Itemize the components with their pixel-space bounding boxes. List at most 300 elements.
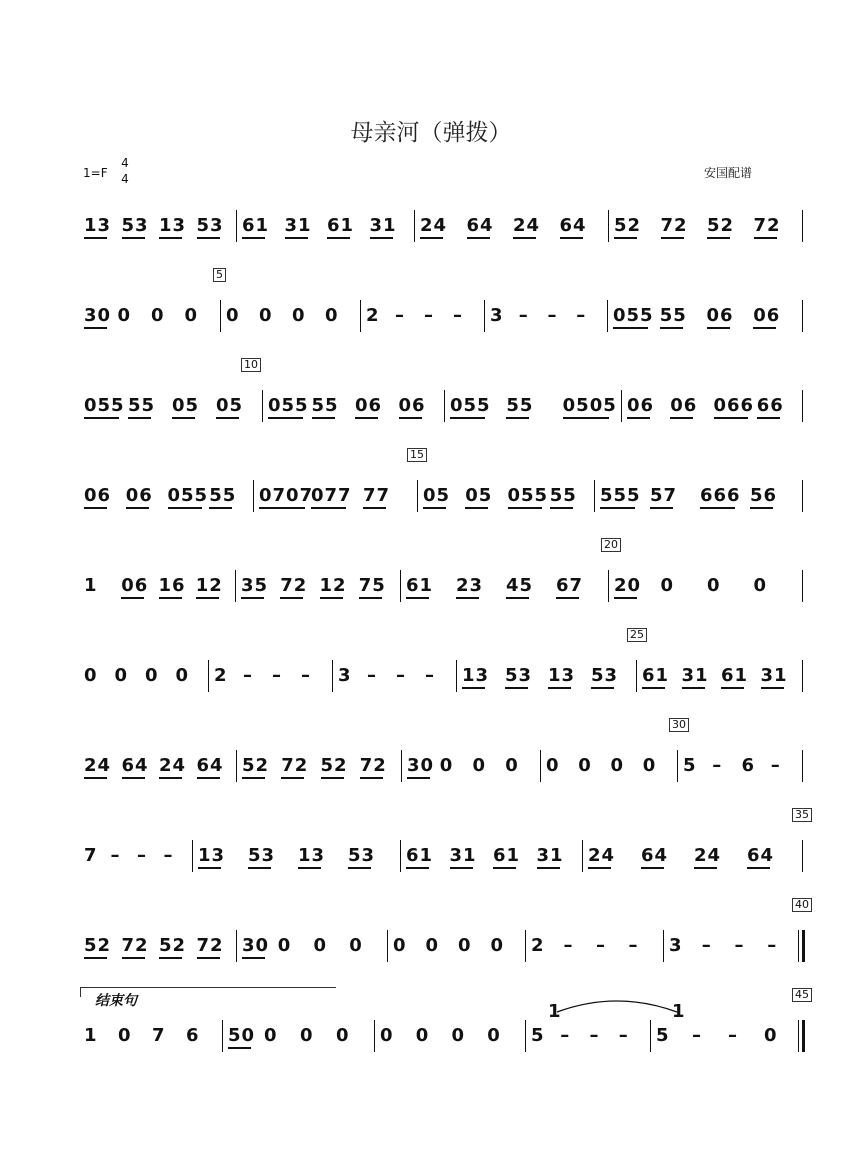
- note-group: 13: [198, 845, 226, 866]
- beam-line: [556, 597, 579, 599]
- beam-line: [197, 237, 220, 239]
- note-group: 72: [121, 935, 149, 956]
- beam-line: [122, 957, 145, 959]
- note-group: –: [692, 1025, 702, 1046]
- note-group: 0: [764, 1025, 778, 1046]
- barline: [387, 930, 388, 962]
- measure-number: 30: [669, 718, 689, 732]
- beam-line: [407, 777, 430, 779]
- note-group: –: [518, 305, 529, 326]
- measure-number: 20: [601, 538, 621, 552]
- note-group: 0: [425, 935, 440, 956]
- beam-line: [321, 777, 344, 779]
- note-group: –: [589, 1025, 600, 1046]
- note-group: 06: [84, 485, 112, 506]
- beam-line: [370, 237, 393, 239]
- note-group: 20: [614, 575, 642, 596]
- note-group: 12: [319, 575, 347, 596]
- note-group: –: [163, 845, 174, 866]
- beam-line: [242, 957, 265, 959]
- note-group: 24: [420, 215, 448, 236]
- beam-line: [259, 507, 305, 509]
- note-group: –: [137, 845, 147, 866]
- note-group: 0: [300, 1025, 314, 1046]
- note-group: –: [628, 935, 639, 956]
- note-group: 64: [466, 215, 494, 236]
- note-group: 0: [349, 935, 363, 956]
- note-group: 16: [158, 575, 186, 596]
- barline: [802, 840, 803, 872]
- beam-line: [513, 237, 536, 239]
- note-group: 0: [114, 665, 129, 686]
- note-group: 31: [284, 215, 312, 236]
- note-group: –: [701, 935, 712, 956]
- beam-line: [159, 237, 182, 239]
- beam-line: [650, 507, 673, 509]
- beam-line: [84, 417, 119, 419]
- beam-line: [406, 867, 429, 869]
- note-group: 45: [506, 575, 534, 596]
- beam-line: [753, 327, 776, 329]
- note-group: 75: [358, 575, 386, 596]
- note-group: 55: [506, 395, 534, 416]
- barline: [608, 570, 609, 602]
- note-group: 72: [281, 755, 309, 776]
- barline: [798, 930, 799, 962]
- beam-line: [548, 687, 571, 689]
- beam-line: [641, 867, 664, 869]
- score-title: 母亲河（弹拨）: [350, 120, 512, 146]
- barline: [400, 840, 401, 872]
- measure-number: 40: [792, 898, 812, 912]
- barline: [607, 300, 608, 332]
- note-group: 05: [172, 395, 200, 416]
- measure-number: 10: [241, 358, 261, 372]
- barline: [400, 570, 401, 602]
- beam-line: [757, 417, 780, 419]
- note-group: 0: [259, 305, 273, 326]
- note-group: 06: [627, 395, 655, 416]
- note-group: 52: [242, 755, 270, 776]
- beam-line: [84, 507, 107, 509]
- note-group: 0: [490, 935, 505, 956]
- beam-line: [750, 507, 773, 509]
- barline: [802, 480, 803, 512]
- beam-line: [399, 417, 422, 419]
- barline: [802, 300, 803, 332]
- chord-upper-note: 1: [548, 1001, 562, 1022]
- barline: [525, 1020, 526, 1052]
- barline: [636, 660, 637, 692]
- beam-line: [506, 597, 529, 599]
- barline: [236, 210, 237, 242]
- barline: [802, 660, 803, 692]
- note-group: 05: [216, 395, 244, 416]
- beam-line: [588, 867, 611, 869]
- measure-number: 5: [213, 268, 226, 282]
- barline: [594, 480, 595, 512]
- barline: [608, 210, 609, 242]
- note-group: 13: [84, 215, 112, 236]
- barline: [236, 930, 237, 962]
- barline: [525, 930, 526, 962]
- note-group: 50: [228, 1025, 256, 1046]
- beam-line: [298, 867, 321, 869]
- note-group: 0: [415, 1025, 430, 1046]
- note-group: 0: [546, 755, 560, 776]
- beam-line: [747, 867, 770, 869]
- note-group: –: [618, 1025, 629, 1046]
- note-group: 0: [313, 935, 328, 956]
- section-label: 结束句: [95, 993, 137, 1009]
- note-group: 56: [750, 485, 778, 506]
- beam-line: [661, 237, 684, 239]
- note-group: 06: [355, 395, 383, 416]
- beam-line: [642, 687, 665, 689]
- note-group: –: [272, 665, 282, 686]
- note-group: 0: [292, 305, 306, 326]
- beam-line: [128, 417, 151, 419]
- note-group: –: [547, 305, 558, 326]
- note-group: 3: [490, 305, 504, 326]
- note-group: 066: [713, 395, 755, 416]
- note-group: 24: [84, 755, 112, 776]
- note-group: 0: [660, 575, 675, 596]
- note-group: 0: [264, 1025, 278, 1046]
- barline: [802, 750, 803, 782]
- note-group: –: [712, 755, 723, 776]
- note-group: 077: [311, 485, 352, 506]
- note-group: –: [767, 935, 778, 956]
- note-group: 2: [531, 935, 545, 956]
- note-group: 0: [393, 935, 407, 956]
- note-group: 24: [513, 215, 541, 236]
- note-group: 055: [84, 395, 125, 416]
- barline: [414, 210, 415, 242]
- note-group: –: [728, 1025, 738, 1046]
- chord-upper-note: 1: [672, 1001, 686, 1022]
- note-group: 61: [327, 215, 355, 236]
- beam-line: [754, 237, 777, 239]
- note-group: 77: [363, 485, 391, 506]
- time-sig-top: 4: [121, 156, 129, 170]
- beam-line: [627, 417, 650, 419]
- note-group: 0: [451, 1025, 466, 1046]
- beam-line: [242, 237, 265, 239]
- note-group: 53: [505, 665, 533, 686]
- beam-line: [550, 507, 573, 509]
- barline: [802, 390, 803, 422]
- beam-line: [159, 777, 182, 779]
- note-group: 13: [298, 845, 326, 866]
- note-group: 0: [458, 935, 472, 956]
- note-group: 0: [505, 755, 519, 776]
- note-group: 0707: [259, 485, 314, 506]
- note-group: 055: [507, 485, 549, 506]
- beam-line: [242, 777, 265, 779]
- beam-line: [84, 237, 107, 239]
- note-group: 61: [493, 845, 521, 866]
- beam-line: [563, 417, 609, 419]
- barline: [802, 570, 803, 602]
- beam-line: [721, 687, 744, 689]
- barline: [621, 390, 622, 422]
- note-group: 0: [145, 665, 159, 686]
- note-group: 61: [406, 575, 434, 596]
- measure-number: 35: [792, 808, 812, 822]
- note-group: 31: [536, 845, 564, 866]
- note-group: 52: [320, 755, 348, 776]
- beam-line: [505, 687, 528, 689]
- note-group: 1: [84, 575, 98, 596]
- note-group: 61: [406, 845, 434, 866]
- note-group: 55: [128, 395, 156, 416]
- beam-line: [312, 417, 335, 419]
- note-group: 30: [407, 755, 435, 776]
- beam-line: [456, 597, 479, 599]
- note-group: 2: [214, 665, 228, 686]
- beam-line: [613, 327, 648, 329]
- key-signature: 1=F: [83, 166, 108, 180]
- beam-line: [450, 417, 485, 419]
- note-group: 0: [226, 305, 240, 326]
- note-group: 72: [359, 755, 387, 776]
- note-group: –: [396, 665, 406, 686]
- note-group: 66: [756, 395, 784, 416]
- note-group: 0: [336, 1025, 350, 1046]
- barline: [262, 390, 263, 422]
- note-group: 0: [472, 755, 487, 776]
- note-group: 24: [694, 845, 722, 866]
- beam-line: [465, 507, 488, 509]
- beam-line: [241, 597, 264, 599]
- note-group: 61: [642, 665, 670, 686]
- note-group: 7: [152, 1025, 166, 1046]
- barline: [222, 1020, 223, 1052]
- note-group: 31: [681, 665, 709, 686]
- note-group: –: [560, 1025, 571, 1046]
- beam-line: [360, 777, 383, 779]
- note-group: 53: [248, 845, 276, 866]
- note-group: 52: [84, 935, 112, 956]
- note-group: 0: [753, 575, 768, 596]
- measure-number: 15: [407, 448, 427, 462]
- note-group: 7: [84, 845, 98, 866]
- note-group: 055: [613, 305, 654, 326]
- note-group: 55: [311, 395, 339, 416]
- beam-line: [682, 687, 705, 689]
- beam-line: [285, 237, 308, 239]
- barline: [444, 390, 445, 422]
- note-group: 5: [656, 1025, 670, 1046]
- note-group: 31: [760, 665, 788, 686]
- barline: [332, 660, 333, 692]
- note-group: –: [576, 305, 587, 326]
- beam-line: [614, 237, 637, 239]
- barline: [677, 750, 678, 782]
- note-group: 666: [700, 485, 741, 506]
- barline: [220, 300, 221, 332]
- note-group: 6: [186, 1025, 200, 1046]
- barline: [456, 660, 457, 692]
- note-group: 52: [707, 215, 735, 236]
- beam-line: [84, 777, 107, 779]
- beam-line: [122, 777, 145, 779]
- beam-line: [508, 507, 543, 509]
- note-group: –: [110, 845, 121, 866]
- beam-line: [320, 597, 343, 599]
- barline: [235, 570, 236, 602]
- barline: [650, 1020, 651, 1052]
- beam-line: [670, 417, 693, 419]
- barline: [417, 480, 418, 512]
- note-group: 0: [487, 1025, 501, 1046]
- beam-line: [280, 597, 303, 599]
- note-group: –: [301, 665, 311, 686]
- note-group: 53: [121, 215, 149, 236]
- beam-line: [591, 687, 614, 689]
- note-group: 055: [450, 395, 491, 416]
- note-group: 35: [241, 575, 269, 596]
- barline: [798, 1020, 799, 1052]
- note-group: 0: [84, 665, 98, 686]
- note-group: 0: [707, 575, 721, 596]
- beam-line: [660, 327, 683, 329]
- note-group: 64: [559, 215, 587, 236]
- note-group: 53: [591, 665, 619, 686]
- note-group: 53: [348, 845, 376, 866]
- note-group: 06: [121, 575, 149, 596]
- beam-line: [761, 687, 784, 689]
- note-group: 12: [195, 575, 223, 596]
- barline: [540, 750, 541, 782]
- note-group: 24: [159, 755, 187, 776]
- beam-line: [168, 507, 203, 509]
- note-group: 64: [121, 755, 149, 776]
- note-group: –: [424, 305, 434, 326]
- note-group: 0: [578, 755, 592, 776]
- note-group: 13: [462, 665, 490, 686]
- beam-line: [268, 417, 303, 419]
- beam-line: [248, 867, 271, 869]
- beam-line: [159, 597, 182, 599]
- final-barline: [802, 930, 805, 962]
- note-group: 53: [196, 215, 224, 236]
- note-group: 72: [660, 215, 688, 236]
- note-group: 55: [549, 485, 577, 506]
- beam-line: [600, 507, 635, 509]
- barline: [374, 1020, 375, 1052]
- note-group: 0: [117, 305, 132, 326]
- beam-line: [614, 597, 637, 599]
- note-group: –: [734, 935, 745, 956]
- barline: [484, 300, 485, 332]
- note-group: –: [243, 665, 253, 686]
- note-group: 6: [741, 755, 756, 776]
- beam-line: [423, 507, 446, 509]
- beam-line: [537, 867, 560, 869]
- note-group: 57: [650, 485, 678, 506]
- note-group: 05: [423, 485, 451, 506]
- beam-line: [450, 867, 473, 869]
- note-group: 72: [753, 215, 781, 236]
- barline: [401, 750, 402, 782]
- beam-line: [84, 327, 107, 329]
- beam-line: [700, 507, 735, 509]
- beam-line: [84, 957, 107, 959]
- note-group: 13: [159, 215, 187, 236]
- note-group: 5: [683, 755, 697, 776]
- beam-line: [506, 417, 529, 419]
- note-group: 23: [456, 575, 484, 596]
- barline: [802, 210, 803, 242]
- note-group: 3: [338, 665, 352, 686]
- note-group: 06: [753, 305, 781, 326]
- note-group: 0: [151, 305, 165, 326]
- note-group: 55: [209, 485, 237, 506]
- note-group: –: [395, 305, 405, 326]
- note-group: 055: [167, 485, 209, 506]
- barline: [208, 660, 209, 692]
- note-group: 0: [175, 665, 190, 686]
- beam-line: [209, 507, 232, 509]
- arranger-credit: 安国配谱: [704, 166, 753, 180]
- note-group: 61: [721, 665, 749, 686]
- barline: [582, 840, 583, 872]
- tie-arc: [555, 996, 680, 1016]
- measure-number: 25: [627, 628, 647, 642]
- note-group: –: [425, 665, 435, 686]
- note-group: 0: [380, 1025, 394, 1046]
- beam-line: [348, 867, 371, 869]
- note-group: 055: [268, 395, 309, 416]
- note-group: 0: [642, 755, 657, 776]
- measure-number: 45: [792, 988, 812, 1002]
- note-group: 13: [548, 665, 576, 686]
- beam-line: [159, 957, 182, 959]
- beam-line: [126, 507, 149, 509]
- note-group: 1: [84, 1025, 98, 1046]
- beam-line: [707, 237, 730, 239]
- note-group: 0: [184, 305, 199, 326]
- note-group: 0: [277, 935, 292, 956]
- beam-line: [121, 597, 144, 599]
- beam-line: [462, 687, 485, 689]
- note-group: 72: [280, 575, 308, 596]
- note-group: –: [367, 665, 377, 686]
- section-bracket-line: [80, 987, 336, 988]
- note-group: 30: [242, 935, 270, 956]
- barline: [236, 750, 237, 782]
- beam-line: [493, 867, 516, 869]
- beam-line: [714, 417, 749, 419]
- note-group: –: [453, 305, 463, 326]
- note-group: 31: [449, 845, 477, 866]
- note-group: 2: [366, 305, 380, 326]
- note-group: 06: [398, 395, 426, 416]
- beam-line: [197, 777, 220, 779]
- note-group: 52: [614, 215, 642, 236]
- note-group: 0: [439, 755, 454, 776]
- beam-line: [694, 867, 717, 869]
- beam-line: [363, 507, 386, 509]
- note-group: –: [770, 755, 781, 776]
- note-group: 0: [118, 1025, 132, 1046]
- barline: [360, 300, 361, 332]
- barline: [663, 930, 664, 962]
- beam-line: [281, 777, 304, 779]
- beam-line: [197, 957, 220, 959]
